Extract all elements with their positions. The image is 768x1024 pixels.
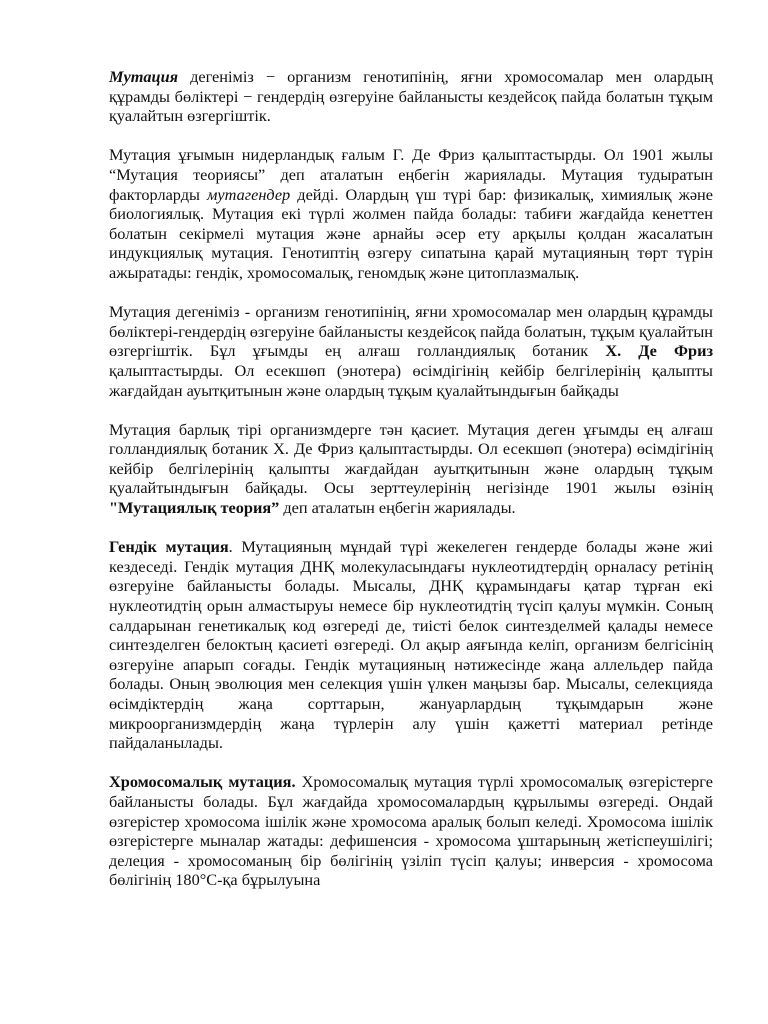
- paragraph-chromosomal-mutation: [109, 772, 713, 890]
- text-run: Мутация ұғымын нидерландық ғалым Г. Де Фриз қалыптастырды. Ол 1901 жылы “Мутация теориясы” деп аталатын еңбегін жариялады. Мутация тудыратын факторларды: [109, 145, 713, 204]
- paragraph-mutation-definition-repeat: [109, 302, 713, 400]
- text-run: қалыптастырды. Ол есекшөп (энотера) өсімдігінің кейбір белгілерінің қалыпты жағдайдан ауытқитынын және олардың тұқым қуалайтындығын байқады: [109, 360, 713, 400]
- text-run: дегеніміз − организм генотипінің, яғни хромосомалар мен олардың құрамды бөліктері − гендердің өзгеруіне байланысты кездейсоқ пайда болатын тұқым қуалайтын өзгергіштік.: [109, 67, 713, 126]
- text-run: Хромосомалық мутация түрлі хромосомалық өзгерістерге байланысты болады. Бұл жағдайда хромосомалардың құрылымы өзгереді. Ондай өзгерістер хромосома ішілік және хромосома аралық болып келеді. Хромосома ішілік өзгерістерге мыналар жатады: дефишенсия - хромосома ұштарының жетіспеушілігі; делеция - хромосоманың бір бөлігінің үзіліп түсіп қалуы; инверсия - хромосома бөлігінің 180°С-қа бұрылуына: [109, 772, 713, 890]
- text-run: Х. Де Фриз: [605, 341, 713, 361]
- text-run: деп аталатын еңбегін жариялады.: [279, 498, 516, 518]
- paragraph-gene-mutation: [109, 537, 713, 753]
- text-run: "Мутациялық теория”: [109, 498, 280, 518]
- document-page: [109, 67, 713, 910]
- paragraph-de-vries-theory: [109, 145, 713, 282]
- text-run: Мутация: [109, 67, 179, 86]
- text-run: Хромосомалық мутация.: [109, 772, 296, 792]
- text-run: Мутация дегеніміз - организм генотипінің, яғни хромосомалар мен олардың құрамды бөліктері-гендердің өзгеруіне байланысты кездейсоқ пайда болатын, тұқым қуалайтын өзгергіштік. Бұл ұғымды ең алғаш голландиялық ботаник: [109, 302, 713, 361]
- text-run: . Мутацияның мұндай түрі жекелеген гендерде болады және жиі кездеседі. Гендік мутация ДНҚ молекуласындағы нуклеотидтердің орналасу ретінің өзгеруіне байланысты болады. Мысалы, ДНҚ құрамындағы қатар тұрған екі нуклеотидтің орын алмастыруы немесе бір нуклеотидтің түсіп қалуы мүмкін. Соның салдарынан генетикалық код өзгереді де, тиісті белок синтезделмей қалады немесе синтезделген белоктың қасиеті өзгереді. Ол ақыр аяғында келіп, организм белгісінің өзгеруіне апарып соғады. Гендік мутацияның нәтижесінде жаңа аллельдер пайда болады. Оның эволюция мен селекция үшін үлкен маңызы бар. Мысалы, селекцияда өсімдіктердің жаңа сорттарын, жануарлардың тұқымдарын және микроорганизмдердің жаңа түрлерін алу үшін қажетті материал ретінде пайдаланылады.: [109, 537, 713, 753]
- paragraph-mutation-property: [109, 420, 713, 518]
- text-run: Гендік мутация: [109, 537, 229, 557]
- text-run: мутагендер: [207, 184, 291, 204]
- paragraph-mutation-definition: [109, 67, 713, 126]
- text-run: дейді. Олардың үш түрі бар: физикалық, химиялық және биологиялық. Мутация екі түрлі жолмен пайда болады: табиғи жағдайда кенеттен болатын секірмелі мутация және арнайы әсер ету арқылы қолдан жасалатын индукциялық мутация. Генотиптің өзгеру сипатына қарай мутацияның төрт түрін ажыратады: гендік, хромосомалық, геномдық және цитоплазмалық.: [109, 184, 713, 282]
- text-run: Мутация барлық тірі организмдерге тән қасиет. Мутация деген ұғымды ең алғаш голландиялық ботаник Х. Де Фриз қалыптастырды. Ол есекшөп (энотера) өсімдігінің кейбір белгілерінің қалыпты жағдайдан ауытқитынын және олардың тұқым қуалайтындығын байқады. Осы зерттеулерінің негізінде 1901 жылы өзінің: [109, 419, 713, 498]
